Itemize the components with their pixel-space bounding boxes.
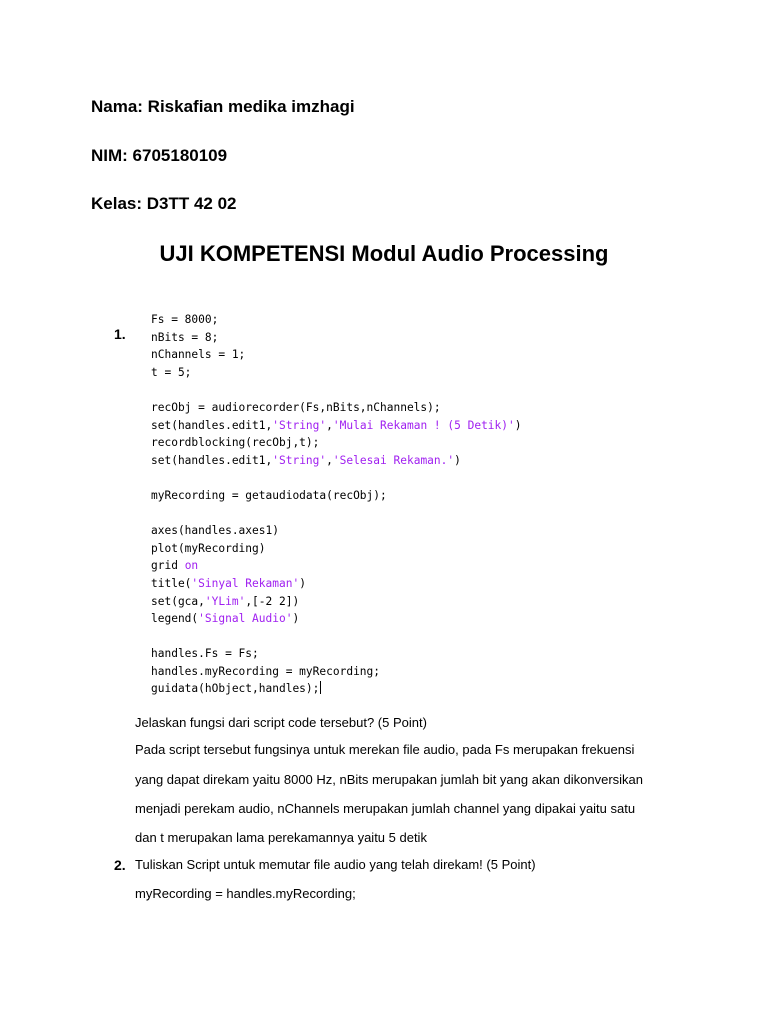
code-text: handles.Fs = Fs; (151, 647, 259, 661)
code-text: guidata(hObject,handles); (151, 682, 320, 696)
answer-line: menjadi perekam audio, nChannels merupakan jumlah channel yang dipakai yaitu satu (135, 801, 636, 816)
code-string: 'Selesai Rekaman.' (332, 453, 455, 467)
code-text: recordblocking(recObj,t); (151, 436, 320, 450)
question-1-number: 1. (114, 326, 126, 342)
code-text: set(handles.edit1, (151, 453, 273, 467)
text-caret (320, 681, 321, 694)
code-text: , (326, 453, 333, 467)
code-line (151, 364, 522, 382)
code-line (151, 610, 522, 628)
student-nim: NIM: 6705180109 (91, 146, 228, 165)
code-line (151, 487, 522, 505)
document-title: UJI KOMPETENSI Modul Audio Processing (159, 241, 609, 266)
code-line (151, 557, 522, 575)
question-2-answer: myRecording = handles.myRecording; (135, 886, 356, 901)
question-2-prompt: Tuliskan Script untuk memutar file audio yang telah direkam! (5 Point) (135, 857, 536, 872)
answer-line: yang dapat direkam yaitu 8000 Hz, nBits merupakan jumlah bit yang akan dikonversikan (135, 772, 644, 787)
code-text: nChannels = 1; (151, 348, 246, 362)
code-line (151, 540, 522, 558)
code-string: 'Mulai Rekaman ! (5 Detik)' (332, 418, 515, 432)
student-name: Nama: Riskafian medika imzhagi (91, 97, 355, 116)
code-text: grid (151, 559, 185, 573)
code-line (151, 399, 522, 417)
code-text: ) (299, 576, 306, 590)
code-text: recObj = audiorecorder(Fs,nBits,nChannels); (151, 400, 441, 414)
code-string: 'String' (272, 418, 327, 432)
code-line (151, 469, 522, 487)
code-text: ) (292, 612, 300, 626)
answer-line: dan t merupakan lama perekamannya yaitu 5 detik (135, 830, 427, 845)
code-line (151, 381, 522, 399)
code-line (151, 680, 522, 698)
code-text: set(gca, (151, 594, 205, 608)
code-text: , (326, 418, 333, 432)
code-line (151, 628, 522, 646)
code-line (151, 452, 522, 470)
code-text: ,[-2 2]) (245, 594, 300, 608)
code-line (151, 663, 522, 681)
code-line (151, 434, 522, 452)
question-1-prompt: Jelaskan fungsi dari script code tersebut? (5 Point) (135, 715, 427, 730)
code-text: plot(myRecording) (151, 541, 266, 555)
code-text: title( (151, 576, 192, 590)
code-string: on (184, 559, 199, 573)
code-text: set(handles.edit1, (151, 418, 273, 432)
code-text: Fs = 8000; (151, 313, 219, 326)
code-line (151, 311, 522, 329)
code-text: ) (514, 418, 522, 432)
code-text: ) (454, 453, 461, 467)
code-block (151, 311, 522, 698)
code-text: legend( (151, 612, 199, 626)
code-line (151, 645, 522, 663)
code-text: myRecording = getaudiodata(recObj); (151, 488, 387, 502)
code-text: handles.myRecording = myRecording; (151, 664, 381, 678)
code-text: t = 5; (151, 365, 192, 379)
code-line (151, 329, 522, 347)
answer-line: Pada script tersebut fungsinya untuk merekan file audio, pada Fs merupakan frekuensi (135, 742, 635, 757)
code-line (151, 417, 522, 435)
code-string: 'String' (272, 453, 327, 467)
code-text: nBits = 8; (151, 330, 219, 344)
code-string: 'YLim' (204, 594, 246, 608)
code-line (151, 575, 522, 593)
code-line (151, 346, 522, 364)
code-text: axes(handles.axes1) (151, 524, 279, 538)
question-2-number: 2. (114, 857, 126, 873)
code-line (151, 505, 522, 523)
student-class: Kelas: D3TT 42 02 (91, 194, 237, 213)
code-line (151, 522, 522, 540)
code-string: 'Signal Audio' (198, 612, 293, 626)
code-string: 'Sinyal Rekaman' (191, 576, 300, 590)
code-line (151, 593, 522, 611)
